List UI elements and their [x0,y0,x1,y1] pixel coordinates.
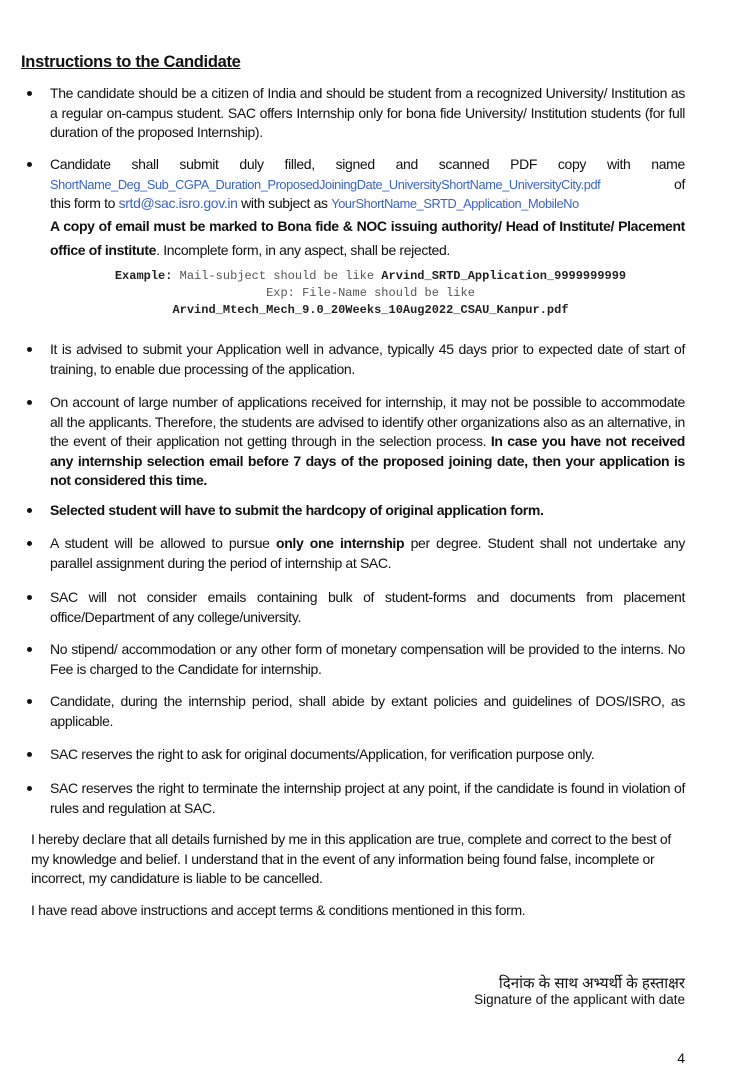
word: submit [179,156,219,172]
bullet-icon [27,162,32,167]
word: shall [131,156,159,172]
word: and [395,156,418,172]
instruction-bold-text: A copy of email must be marked to Bona fide & NOC issuing authority/ Head of Institute/ Placement office of institute [50,217,685,258]
instruction-item [50,340,685,379]
instruction-text: Candidate, during the internship period, shall abide by extant policies and guidelines of DOS/ISRO, as applicable. [50,693,685,729]
example-value: Arvind_Mtech_Mech_9.0_20Weeks_10Aug2022_CSAU_Kanpur.pdf [172,303,569,317]
word: with [606,156,631,172]
word: duly [239,156,264,172]
word: signed [335,156,375,172]
example-mail-subject [0,268,741,285]
page-title: Instructions to the Candidate [21,53,241,71]
instruction-item [50,692,685,731]
example-text: Mail-subject should be like [172,269,382,283]
instruction-text: A student will be allowed to pursue [50,535,277,551]
instruction-item [50,155,685,262]
acceptance-text: I have read above instructions and accept terms & conditions mentioned in this form. [31,902,526,918]
instruction-line [50,194,685,214]
instruction-bold-text: only one internship [276,535,405,551]
instruction-text: with subject as [237,195,332,211]
bullet-icon [27,752,32,757]
signature-label-hindi: दिनांक के साथ अभ्यर्थी के हस्ताक्षर [498,975,685,992]
instruction-bold-text: Selected student will have to submit the hardcopy of original application form. [50,502,544,518]
instruction-text: It is advised to submit your Application well in advance, typically 45 days prior to expected date of start of training, to enable due processing of the application. [50,341,685,377]
bullet-icon [27,647,32,652]
bullet-icon [27,699,32,704]
word: scanned [438,156,490,172]
bullet-icon [27,508,32,513]
instruction-text: this form to [50,195,119,211]
bullet-icon [27,91,32,96]
instruction-line [50,175,685,195]
subject-pattern-link[interactable]: YourShortName_SRTD_Application_MobileNo [331,196,579,211]
filename-pattern-link[interactable]: ShortName_Deg_Sub_CGPA_Duration_ProposedJoiningDate_UniversityShortName_UniversityCity.pdf [50,176,601,192]
declaration-text: I hereby declare that all details furnished by me in this application are true, complete and correct to the best of my knowledge and belief. I understand that in the event of any information being found false, incomplete or incorrect, my candidature is liable to be cancelled. [31,831,671,886]
instruction-item [50,745,685,765]
instruction-item [50,84,685,143]
word: name [651,156,685,172]
example-value: Arvind_SRTD_Application_9999999999 [381,269,627,283]
email-link[interactable]: srtd@sac.isro.gov.in [118,195,238,211]
instruction-item [50,534,685,573]
instruction-item [50,588,685,627]
instruction-text: SAC will not consider emails containing bulk of student-forms and documents from placement office/Department of any college/university. [50,589,685,625]
word: PDF [510,156,538,172]
instruction-text: per degree. Student shall not undertake any parallel assignment during the period of internship at SAC. [50,535,686,571]
instruction-text: The candidate should be a citizen of India and should be student from a recognized University/ Institution as a regular on-campus student. SAC offers Internship only for bona fide University/ Institution students (for full duration of the proposed Internship). [50,85,685,140]
signature-label: Signature of the applicant with date [474,992,685,1007]
instruction-text: No stipend/ accommodation or any other form of monetary compensation will be provided to the interns. No Fee is charged to the Candidate for internship. [50,641,685,677]
instruction-line [50,214,685,262]
bullet-icon [27,541,32,546]
instruction-item [50,393,685,491]
bullet-icon [27,595,32,600]
instruction-text: SAC reserves the right to ask for original documents/Application, for verification purpose only. [50,746,595,762]
example-file-name-label: Exp: File-Name should be like [266,286,475,300]
instruction-text: SAC reserves the right to terminate the internship project at any point, if the candidate is found in violation of rules and regulation at SAC. [50,780,685,816]
bullet-icon [27,786,32,791]
instruction-item [50,640,685,679]
word: Candidate [50,156,111,172]
instruction-text: On account of large number of applications received for internship, it may not be possible to accommodate all the applicants. Therefore, the students are advised to identify other organizations also as an alternative, in the event of their application not getting through in the selection process. [50,394,685,449]
bullet-icon [27,347,32,352]
instruction-item [50,779,685,818]
word: copy [557,156,587,172]
instruction-item [50,501,685,521]
bullet-icon [27,400,32,405]
page-number: 4 [677,1050,685,1066]
example-label: Example: [114,269,173,283]
example-file-name [0,302,741,319]
instruction-line [50,155,685,175]
instruction-bold-text: In case you have not received any internship selection email before 7 days of the proposed joining date, then your application is not considered this time. [50,433,685,488]
word: of [674,175,685,192]
instruction-text: . Incomplete form, in any aspect, shall be rejected. [156,241,450,258]
word: filled, [284,156,315,172]
